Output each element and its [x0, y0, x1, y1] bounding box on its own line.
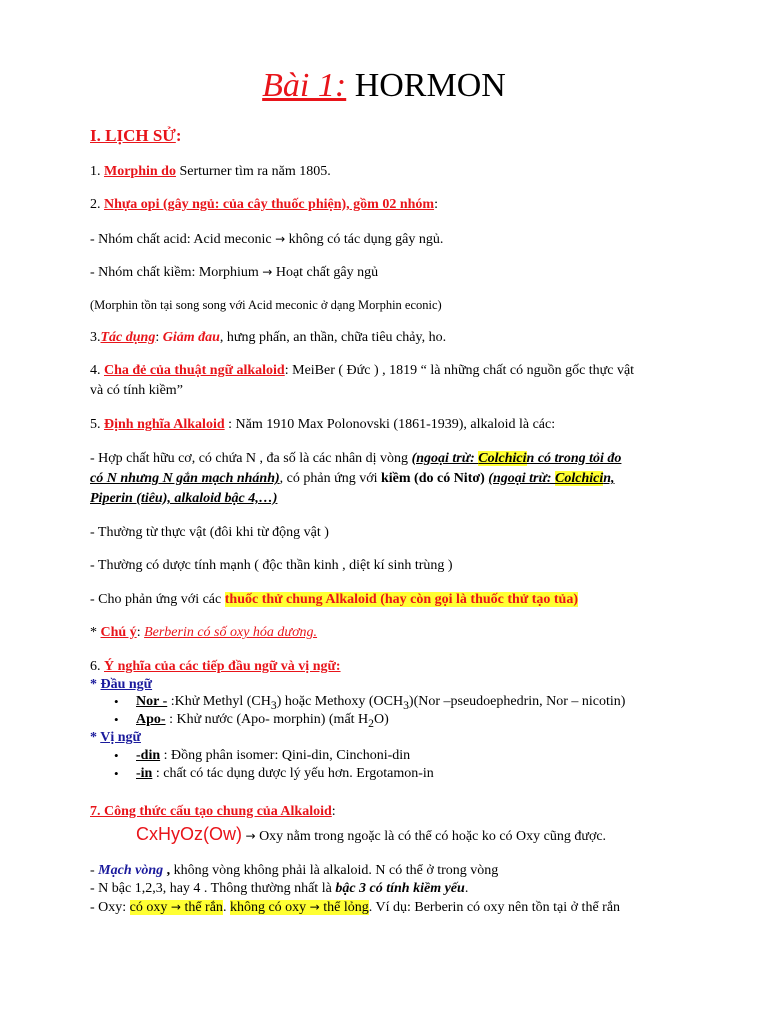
paragraph-6-label: Ý nghĩa của các tiếp đầu ngữ và vị ngữ:	[104, 659, 341, 674]
paragraph-6: 6. Ý nghĩa của các tiếp đầu ngữ và vị ngữ:	[90, 659, 341, 674]
general-formula: CxHyOz(Ow)	[136, 824, 242, 844]
bullet-icon: •	[114, 748, 119, 763]
list-item-suffix-din: -din : Đồng phân isomer: Qini-din, Cinchoni-din	[136, 748, 411, 763]
paragraph-1: 1. Morphin do Serturner tìm ra năm 1805.	[90, 164, 331, 179]
paragraph-4-continued: và có tính kiềm”	[90, 383, 183, 398]
list-item-suffix-in: -in : chất có tác dụng dược lý yếu hơn. Ergotamon-in	[136, 766, 434, 781]
paragraph-2: 2. Nhựa opi (gây ngủ: của cây thuốc phiện), gồm 02 nhóm:	[90, 197, 438, 212]
arrow-right-icon: →	[262, 265, 273, 279]
formula-line: CxHyOz(Ow) → Oxy nằm trong ngoặc là có thể có hoặc ko có Oxy cũng được.	[136, 824, 607, 844]
definition-line-1: - Hợp chất hữu cơ, có chứa N , đa số là các nhân dị vòng (ngoại trừ: Colchicin có trong tỏi đo	[90, 451, 622, 466]
title-main: HORMON	[354, 67, 506, 104]
arrow-right-icon: →	[170, 900, 181, 914]
list-item-prefix-apo: Apo- : Khử nước (Apo- morphin) (mất $H_2O$)	[136, 712, 389, 730]
paragraph-5-label: Định nghĩa Alkaloid	[104, 417, 225, 432]
acid-group-line: - Nhóm chất acid: Acid meconic → không có tác dụng gây ngủ.	[90, 232, 444, 247]
paragraph-7: 7. Công thức cấu tạo chung của Alkaloid:	[90, 804, 336, 819]
highlight-reagent: thuốc thử chung Alkaloid (hay còn gọi là thuốc thử tạo tủa)	[224, 592, 578, 607]
arrow-right-icon: →	[245, 829, 256, 843]
paragraph-3: 3.Tác dụng: Giảm đau, hưng phấn, an thần, chữa tiêu chảy, ho.	[90, 330, 447, 345]
bullet-icon: •	[114, 766, 119, 781]
highlight-has-oxygen: có oxy → thể rắn	[129, 900, 223, 915]
pharmacology-line: - Thường có dược tính mạnh ( độc thần kinh , diệt kí sinh trùng )	[90, 558, 453, 573]
plant-origin-line: - Thường từ thực vật (đôi khi từ động vật )	[90, 525, 329, 540]
bullet-icon: •	[114, 694, 119, 709]
bullet-icon: •	[114, 712, 119, 727]
definition-line-3: Piperin (tiêu), alkaloid bậc 4,…)	[90, 491, 278, 506]
paragraph-4: 4. Cha đẻ của thuật ngữ alkaloid: MeiBer ( Đức ) , 1819 “ là những chất có nguồn gốc thực vật	[90, 363, 635, 378]
ring-line: - Mạch vòng , không vòng không phải là alkaloid. N có thể ở trong vòng	[90, 863, 499, 878]
note-text: Berberin có số oxy hóa dương.	[144, 625, 318, 640]
ring-label: Mạch vòng	[98, 863, 164, 878]
arrow-right-icon: →	[275, 232, 286, 246]
suffix-heading: * Vị ngữ	[90, 730, 141, 745]
note-line: * Chú ý: Berberin có số oxy hóa dương.	[90, 625, 318, 640]
highlight-colchicin: Colchici	[555, 471, 604, 486]
paragraph-2-label: Nhựa opi (gây ngủ: của cây thuốc phiện), gồm 02 nhóm	[104, 197, 435, 212]
list-item-prefix-nor: Nor - :Khử Methyl $(CH_3)$ hoặc Methoxy $(OCH_3)(Nor$ –pseudoephedrin, Nor – nicotin)	[136, 694, 626, 712]
highlight-no-oxygen: không có oxy → thể lỏng	[229, 900, 369, 915]
title-prefix: Bài 1:	[262, 67, 347, 104]
section-heading-history: I. LỊCH SỬ:	[90, 126, 182, 145]
arrow-right-icon: →	[309, 900, 320, 914]
nitrogen-line: - N bậc 1,2,3, hay 4 . Thông thường nhất là bậc 3 có tính kiềm yếu.	[90, 881, 469, 896]
highlight-colchicin: Colchici	[478, 451, 527, 466]
paragraph-4-label: Cha đẻ của thuật ngữ alkaloid	[104, 363, 285, 378]
page-title	[0, 64, 768, 108]
section-heading-text: I. LỊCH SỬ	[90, 126, 176, 145]
nitrogen-emphasis: bậc 3 có tính kiềm yếu	[335, 881, 465, 896]
reagent-line: - Cho phản ứng với các thuốc thử chung Alkaloid (hay còn gọi là thuốc thử tạo tủa)	[90, 592, 578, 607]
note-label: Chú ý	[100, 625, 137, 640]
paragraph-5: 5. Định nghĩa Alkaloid : Năm 1910 Max Polonovski (1861-1939), alkaloid là các:	[90, 417, 556, 432]
prefix-heading: * Đầu ngữ	[90, 677, 153, 692]
paragraph-3-label: Tác dụng	[100, 330, 156, 345]
paragraph-1-label: Morphin do	[104, 164, 176, 179]
base-group-line: - Nhóm chất kiềm: Morphium → Hoạt chất gây ngủ	[90, 265, 379, 280]
morphin-note: (Morphin tồn tại song song với Acid meconic ở dạng Morphin econic)	[90, 298, 442, 312]
definition-line-2: có N nhưng N gắn mạch nhánh), có phản ứng với kiềm (do có Nitơ) (ngoại trừ: Colchicin,	[90, 471, 615, 486]
oxygen-line: - Oxy: có oxy → thể rắn. không có oxy → thể lỏng. Ví dụ: Berberin có oxy nên tồn tại ở thể rắn	[90, 900, 621, 915]
paragraph-7-label: 7. Công thức cấu tạo chung của Alkaloid	[90, 804, 332, 819]
paragraph-3-emphasis: Giảm đau	[162, 330, 220, 345]
